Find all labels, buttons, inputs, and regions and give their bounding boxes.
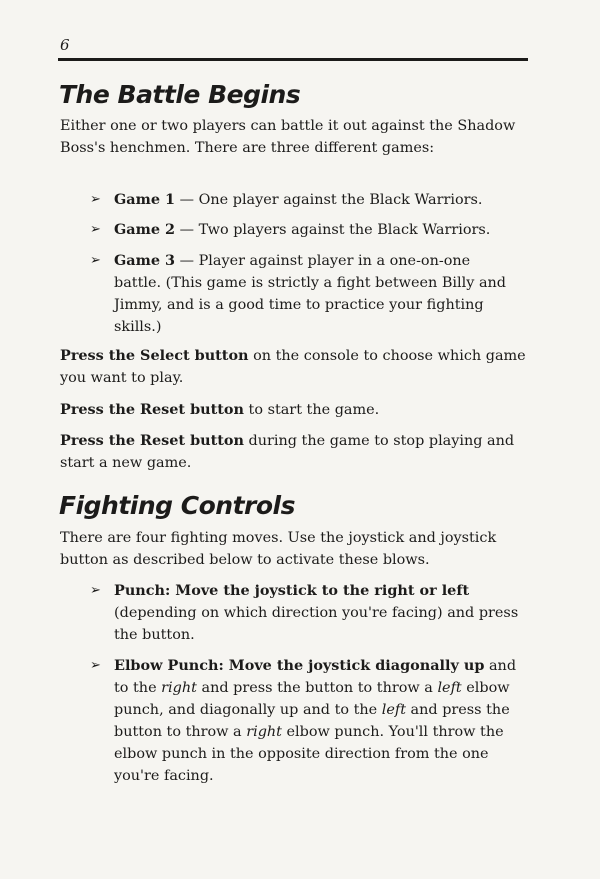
punch-label: Punch: Move the joystick to the right or left — [114, 582, 470, 599]
game-3-name: Game 3 — [114, 252, 176, 269]
game-2-name: Game 2 — [114, 221, 176, 238]
punch-item — [90, 580, 520, 646]
game-2-item: ➢ Game 2 — Two players against the Black Warriors. — [90, 219, 520, 241]
game-2-desc: Two players against the Black Warriors. — [198, 222, 491, 238]
controls-intro: There are four fighting moves. Use the joystick and joystick button as described below to activate these blows. — [60, 530, 497, 568]
punch-desc: (depending on which direction you're facing) and press the button. — [114, 605, 519, 643]
arrow-bullet-icon: ➢ — [90, 253, 101, 268]
reset-instruction: Press the Reset button to start the game. — [60, 401, 380, 418]
game-1-desc: One player against the Black Warriors. — [198, 192, 483, 208]
select-instruction: Press the Select button on the console to choose which game you want to play. — [60, 347, 526, 386]
game-1-item: ➢ Game 1 — One player against the Black Warriors. — [90, 189, 520, 211]
bleed-through-decoration — [300, 84, 309, 114]
battle-heading: The Battle Begins — [59, 80, 301, 109]
header-rule — [58, 58, 528, 61]
elbow-punch-item: ➢ Elbow Punch: Move the joystick diagonally up and to the right and press the button to throw a left elbow punch, and diagonally up and to the left and press the button to throw a right elbow punch. You'll throw the elbow punch in the opposite direction from the one you're facing. — [90, 657, 517, 784]
arrow-bullet-icon: ➢ — [90, 658, 101, 673]
arrow-bullet-icon: ➢ — [90, 222, 101, 237]
game-3-desc: Player against player in a one-on-one battle. (This game is strictly a fight between Billy and Jimmy, and is a good time to practice your fighting skills.) — [114, 253, 506, 335]
battle-intro: Either one or two players can battle it out against the Shadow Boss's henchmen. There are three different games: — [60, 118, 516, 156]
reset-during-instruction: Press the Reset button during the game to stop playing and start a new game. — [60, 432, 515, 471]
game-1-name: Game 1 — [114, 191, 176, 208]
elbow-punch-label: Elbow Punch: Move the joystick diagonally up — [114, 657, 485, 674]
controls-heading: Fighting Controls — [59, 491, 295, 520]
game-3-item: ➢ Game 3 — Player against player in a one-on-one battle. (This game is strictly a fight between Billy and Jimmy, and is a good time to practice your fighting skills.) — [90, 252, 506, 335]
arrow-bullet-icon: ➢ — [90, 583, 101, 598]
page-number: 6 — [60, 36, 70, 54]
arrow-bullet-icon: ➢ — [90, 192, 101, 207]
